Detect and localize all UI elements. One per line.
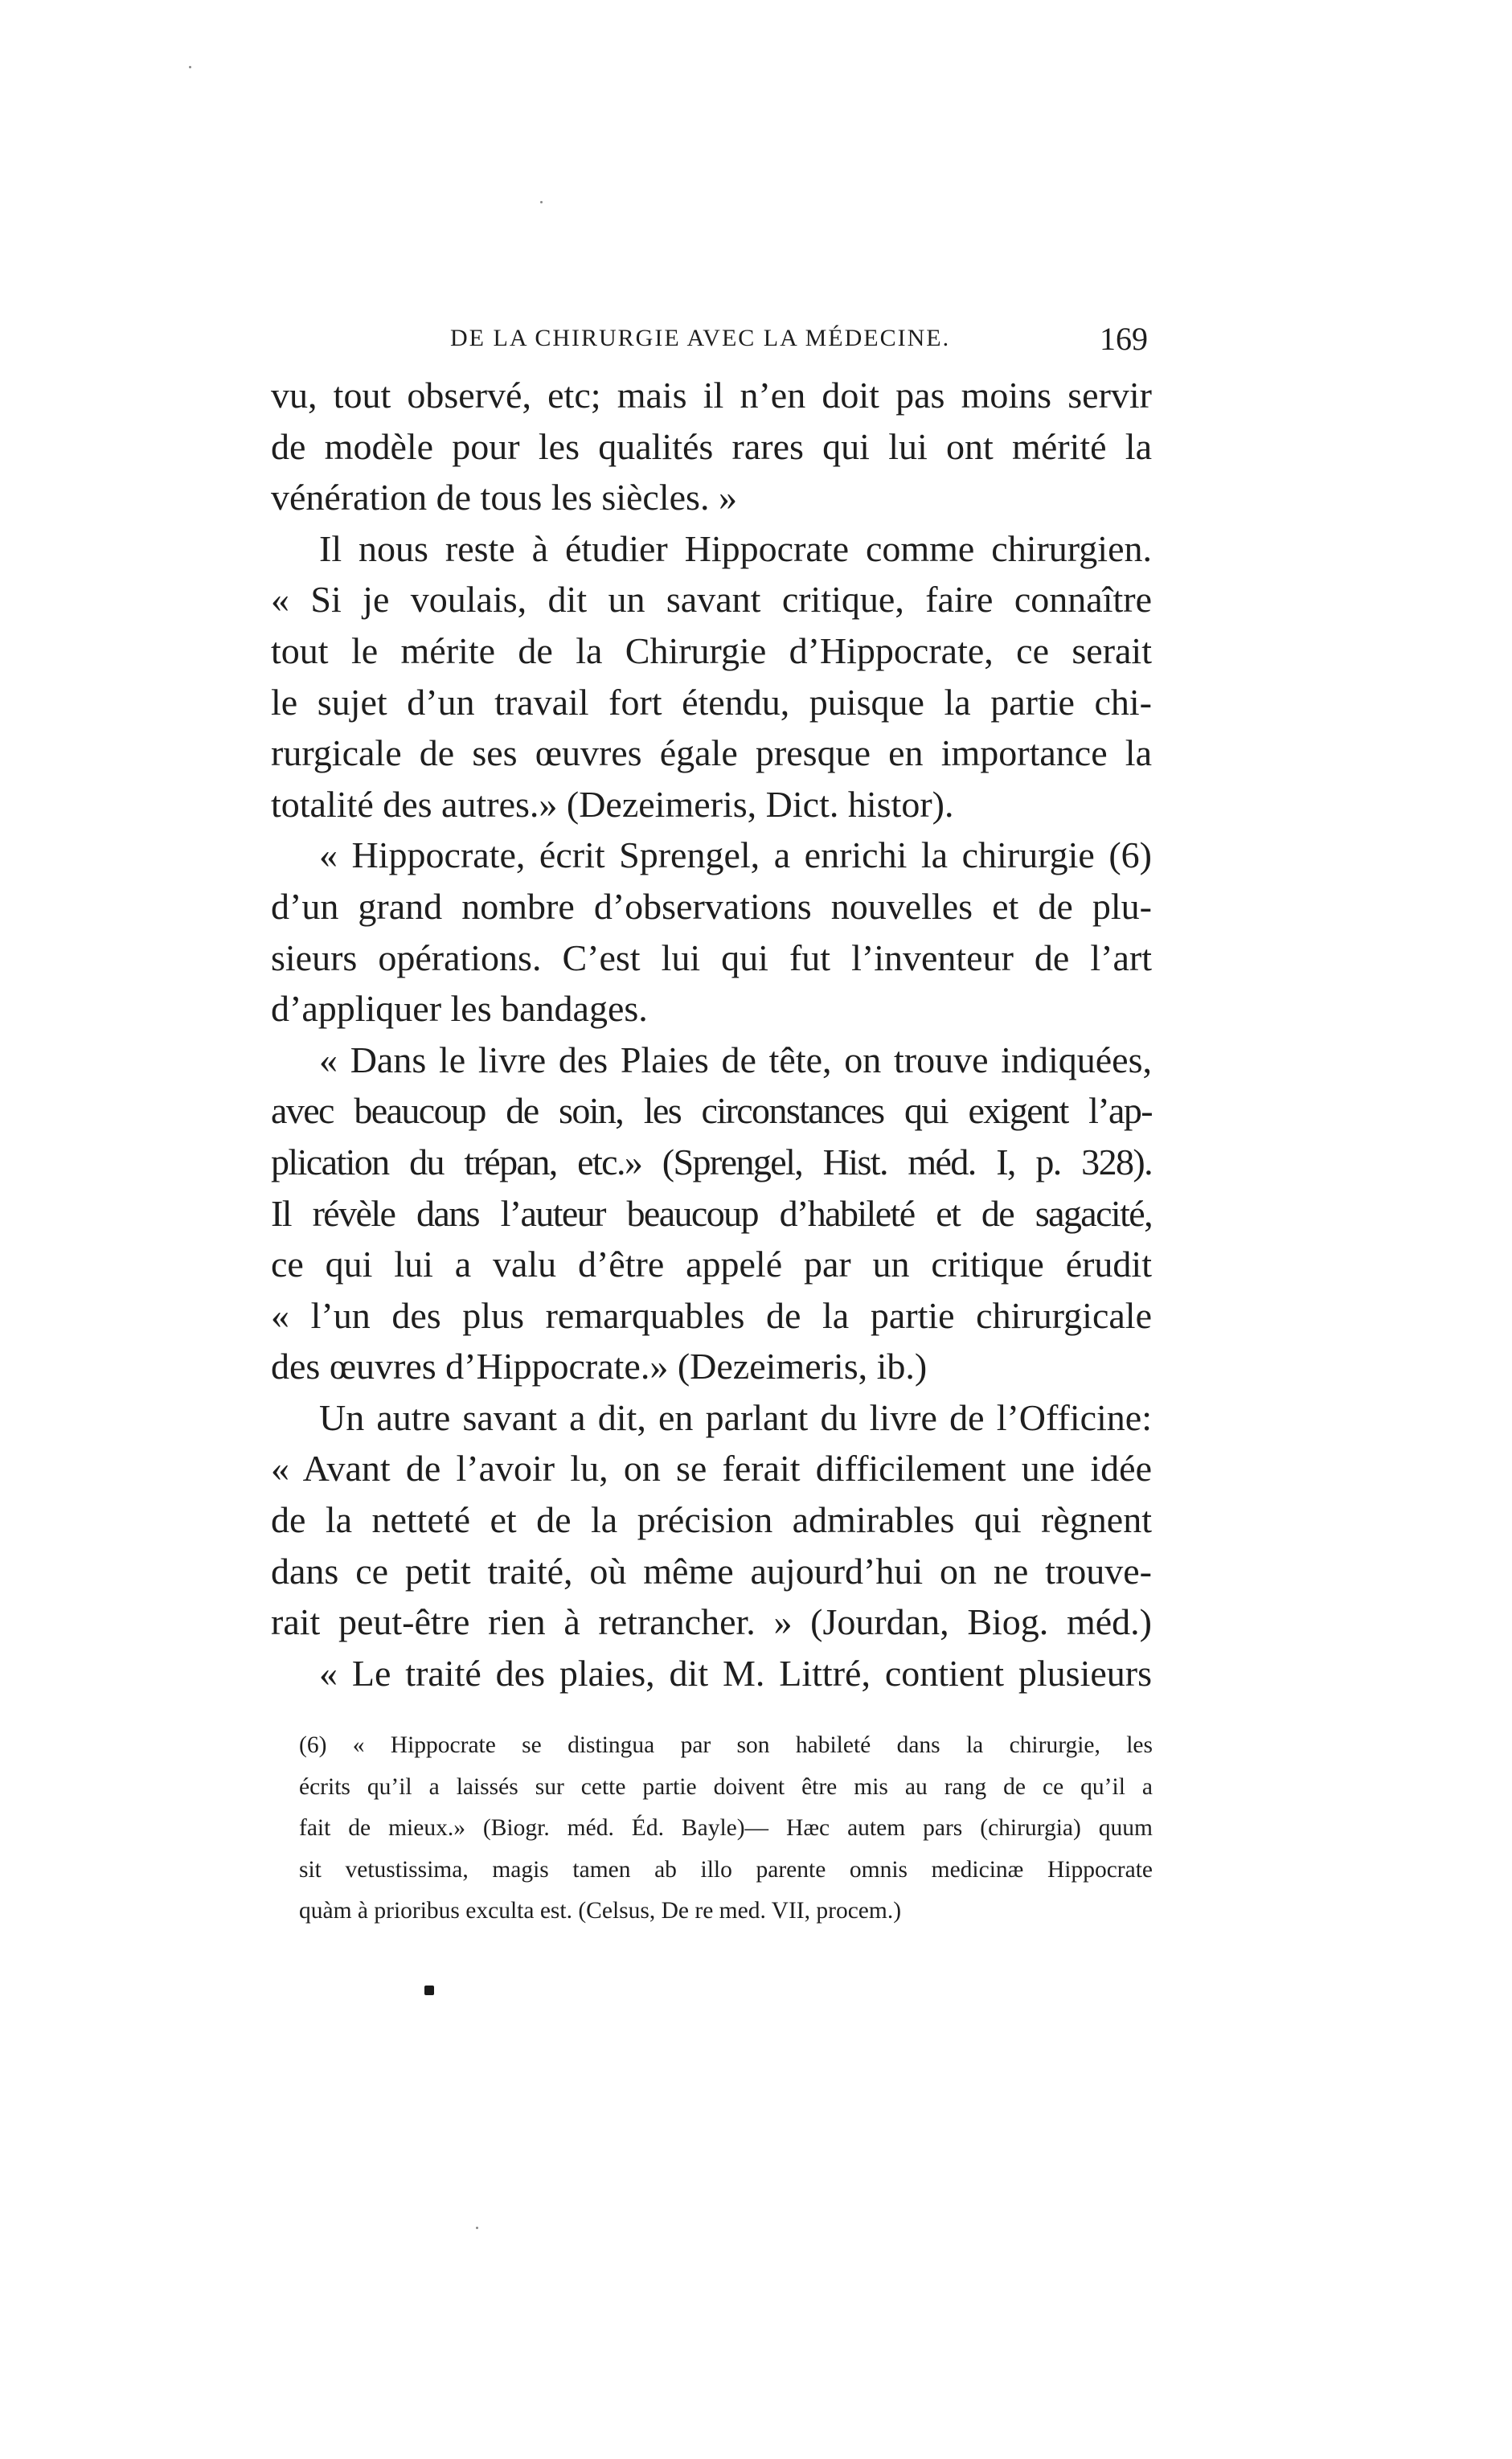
- text-line: d’appliquer les bandages.: [271, 988, 648, 1030]
- text-line: « l’un des plus remarquables de la partie chirurgicale: [271, 1294, 1152, 1336]
- text-line: « Dans le livre des Plaies de tête, on trouve indiquées,: [319, 1039, 1152, 1080]
- text-line: sieurs opérations. C’est lui qui fut l’inventeur de l’art: [271, 936, 1152, 978]
- text-line: ce qui lui a valu d’être appelé par un critique érudit: [271, 1244, 1152, 1285]
- running-title: DE LA CHIRURGIE AVEC LA MÉDECINE.: [450, 325, 951, 351]
- text-line: de la netteté et de la précision admirables qui règnent: [271, 1499, 1152, 1541]
- paper-speck: [476, 2227, 478, 2229]
- page-number: 169: [1100, 321, 1148, 357]
- text-line: « Si je voulais, dit un savant critique, faire connaître: [271, 579, 1152, 621]
- footnote-line: quàm à prioribus exculta est. (Celsus, De re med. VII, procem.): [299, 1898, 902, 1924]
- footnote-line: (6) « Hippocrate se distingua par son habileté dans la chirurgie, les: [299, 1732, 1153, 1758]
- text-line: des œuvres d’Hippocrate.» (Dezeimeris, ib.): [271, 1346, 928, 1387]
- text-line: Un autre savant a dit, en parlant du livre de l’Officine:: [319, 1396, 1152, 1438]
- text-line: dans ce petit traité, où même aujourd’hui on ne trouve-: [271, 1550, 1152, 1592]
- text-line: rurgicale de ses œuvres égale presque en importance la: [271, 732, 1152, 774]
- text-line: Il révèle dans l’auteur beaucoup d’habileté et de sagacité,: [271, 1192, 1152, 1234]
- text-line: le sujet d’un travail fort étendu, puisque la partie chi-: [271, 681, 1152, 723]
- footnote-line: sit vetustissima, magis tamen ab illo parente omnis medicinæ Hippocrate: [299, 1856, 1153, 1883]
- paper-speck: [189, 66, 191, 68]
- text-line: « Hippocrate, écrit Sprengel, a enrichi la chirurgie (6): [319, 834, 1152, 876]
- text-line: tout le mérite de la Chirurgie d’Hippocrate, ce serait: [271, 629, 1152, 671]
- text-line: rait peut-être rien à retrancher. » (Jourdan, Biog. méd.): [271, 1601, 1152, 1643]
- footnote-line: écrits qu’il a laissés sur cette partie doivent être mis au rang de ce qu’il a: [299, 1773, 1153, 1800]
- running-head: [450, 320, 1158, 360]
- text-line: totalité des autres.» (Dezeimeris, Dict. histor).: [271, 783, 954, 825]
- text-line: « Avant de l’avoir lu, on se ferait difficilement une idée: [271, 1448, 1152, 1490]
- ink-mark: [424, 1986, 434, 1995]
- footnotes: [299, 1725, 1153, 1932]
- text-line: de modèle pour les qualités rares qui lui ont mérité la: [271, 425, 1152, 467]
- text-line: Il nous reste à étudier Hippocrate comme chirurgien.: [319, 527, 1152, 569]
- footnote-line: fait de mieux.» (Biogr. méd. Éd. Bayle)— Hæc autem pars (chirurgia) quum: [299, 1815, 1153, 1841]
- text-line: « Le traité des plaies, dit M. Littré, contient plusieurs: [319, 1652, 1152, 1694]
- text-line: plication du trépan, etc.» (Sprengel, Hist. méd. I, p. 328).: [271, 1141, 1152, 1182]
- text-line: avec beaucoup de soin, les circonstances qui exigent l’ap-: [271, 1090, 1152, 1132]
- text-line: vénération de tous les siècles. »: [271, 477, 737, 518]
- paper-speck: [540, 201, 543, 203]
- body-text: [271, 370, 1152, 1696]
- text-line: vu, tout observé, etc; mais il n’en doit pas moins servir: [271, 375, 1152, 416]
- text-line: d’un grand nombre d’observations nouvelles et de plu-: [271, 885, 1152, 927]
